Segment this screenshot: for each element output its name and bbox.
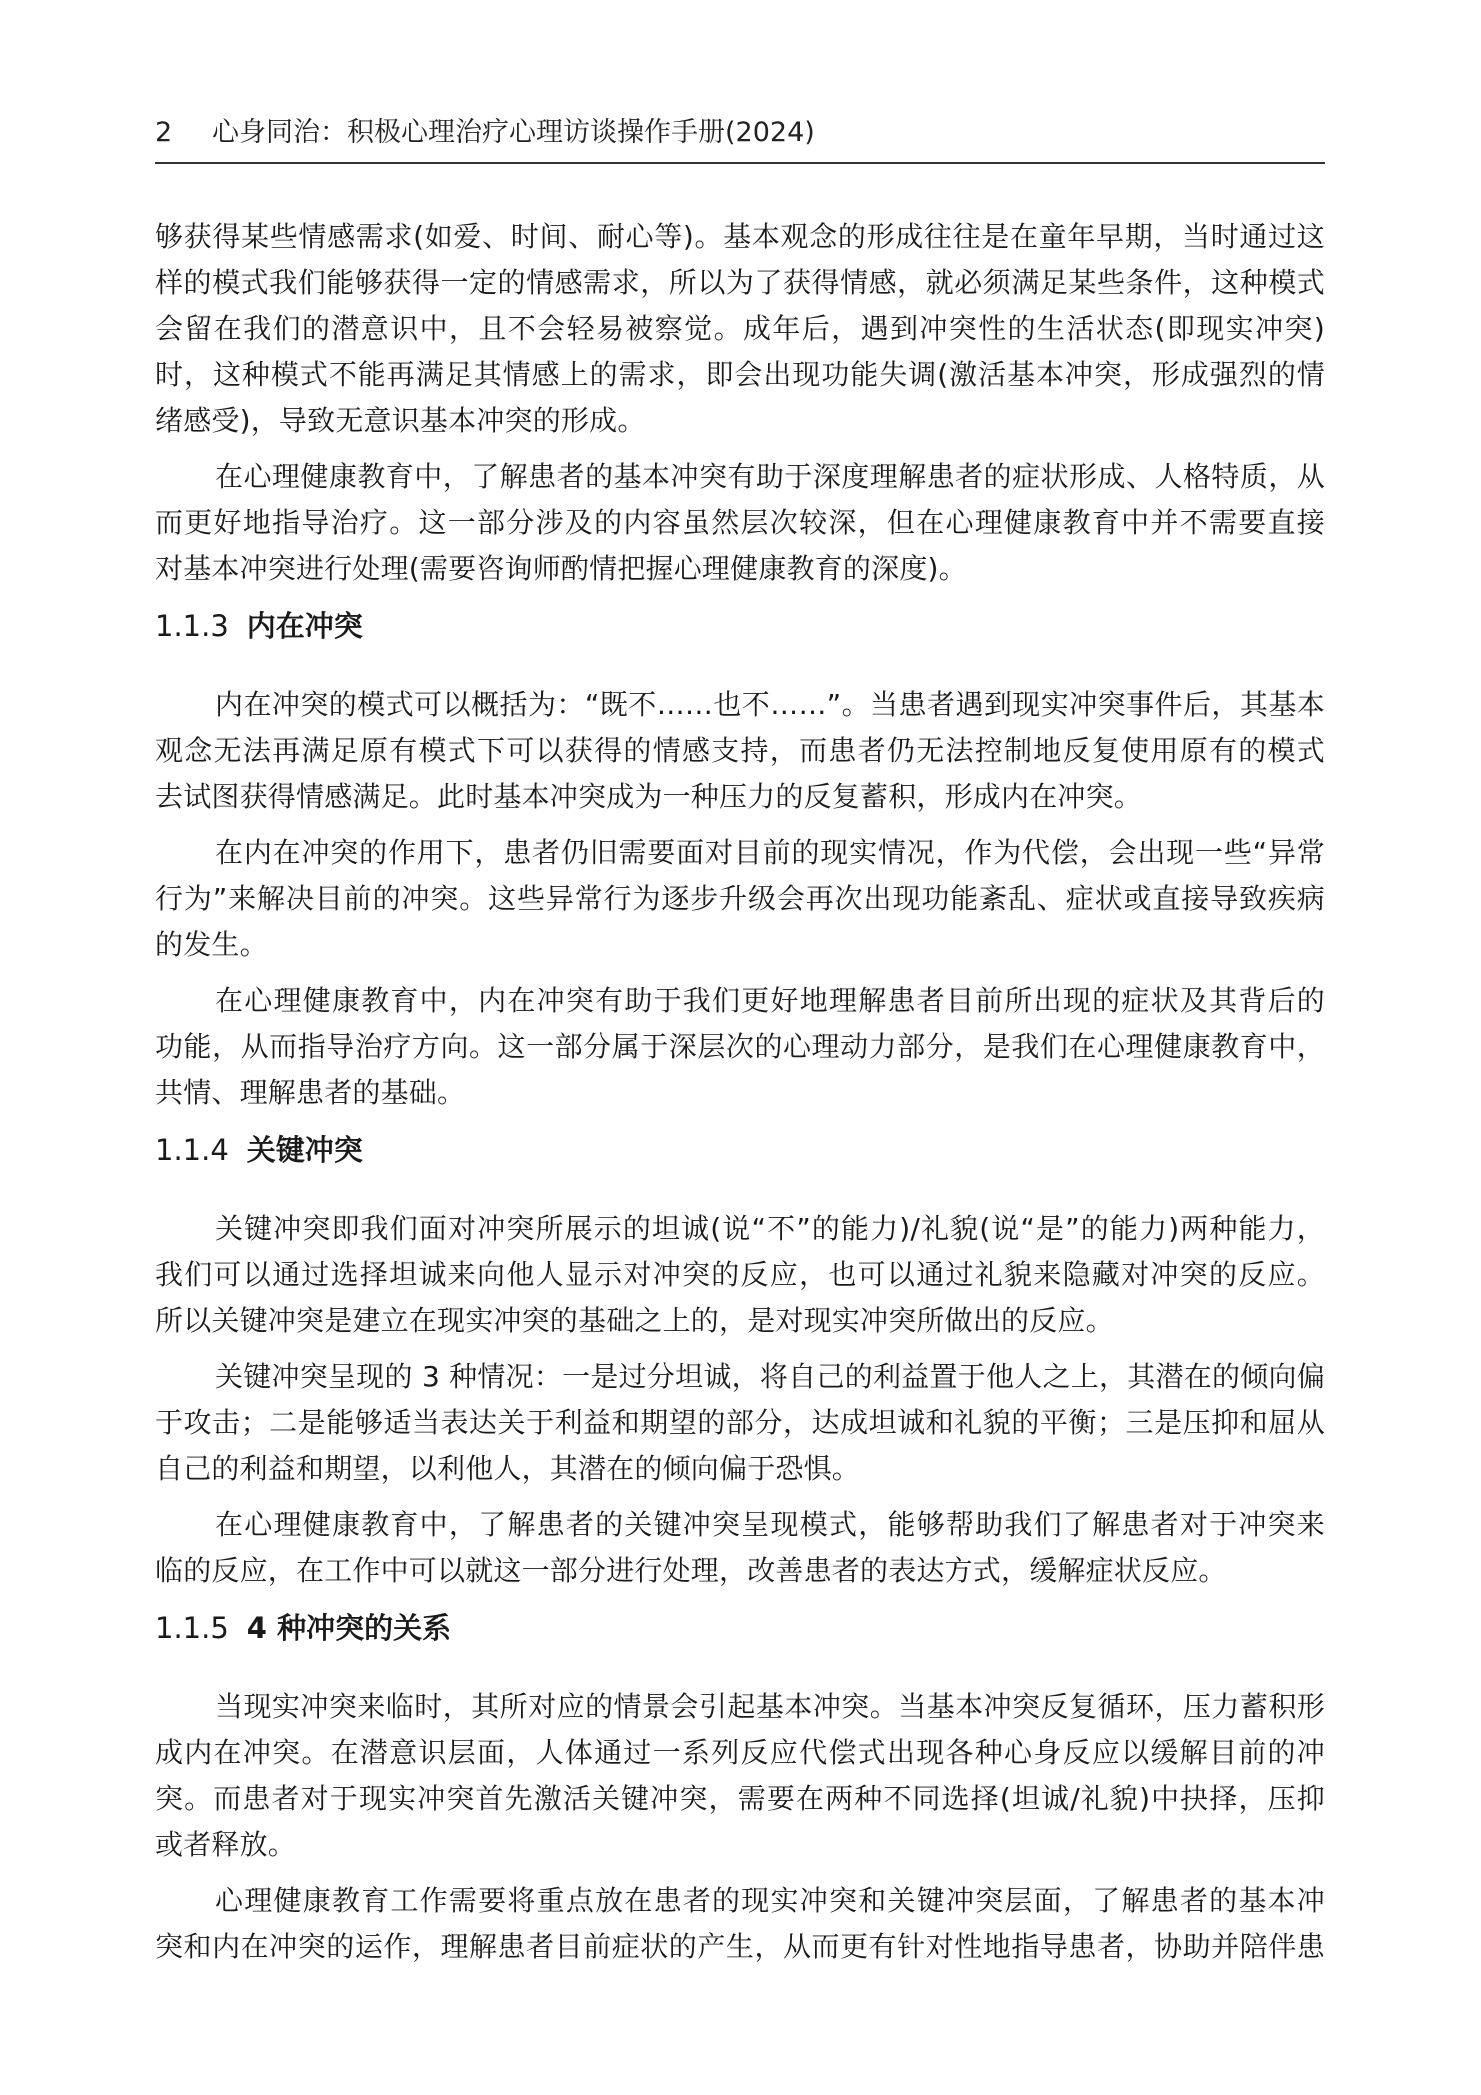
paragraph-line: 突。而患者对于现实冲突首先激活关键冲突，需要在两种不同选择(坦诚/礼貌)中抉择，压抑 <box>155 1782 1325 1815</box>
page-number: 2 <box>155 117 173 148</box>
paragraph-line: 在内在冲突的作用下，患者仍旧需要面对目前的现实情况，作为代偿，会出现一些“异常 <box>215 836 1325 869</box>
section-heading <box>155 606 363 646</box>
paragraph-line: 共情、理解患者的基础。 <box>155 1076 466 1109</box>
paragraph-line: 突和内在冲突的运作，理解患者目前症状的产生，从而更有针对性地指导患者，协助并陪伴患 <box>155 1930 1325 1963</box>
paragraph-line: 在心理健康教育中，了解患者的基本冲突有助于深度理解患者的症状形成、人格特质，从 <box>215 460 1325 493</box>
paragraph-line: 会留在我们的潜意识中，且不会轻易被察觉。成年后，遇到冲突性的生活状态(即现实冲突) <box>155 312 1325 345</box>
paragraph-line: 而更好地指导治疗。这一部分涉及的内容虽然层次较深，但在心理健康教育中并不需要直接 <box>155 506 1325 539</box>
paragraph-line: 关键冲突呈现的 3 种情况：一是过分坦诚，将自己的利益置于他人之上，其潜在的倾向偏 <box>215 1360 1325 1393</box>
running-header-title: 心身同治：积极心理治疗心理访谈操作手册(2024) <box>212 117 815 148</box>
paragraph-line: 心理健康教育工作需要将重点放在患者的现实冲突和关键冲突层面，了解患者的基本冲 <box>215 1884 1325 1917</box>
paragraph-line: 行为”来解决目前的冲突。这些异常行为逐步升级会再次出现功能紊乱、症状或直接导致疾病 <box>155 882 1325 915</box>
paragraph-line: 观念无法再满足原有模式下可以获得的情感支持，而患者仍无法控制地反复使用原有的模式 <box>155 734 1325 767</box>
section-heading <box>155 1130 363 1170</box>
section-title: 内在冲突 <box>246 609 363 643</box>
header-rule <box>155 162 1325 164</box>
paragraph-line: 临的反应，在工作中可以就这一部分进行处理，改善患者的表达方式，缓解症状反应。 <box>155 1554 1227 1587</box>
paragraph-line: 样的模式我们能够获得一定的情感需求，所以为了获得情感，就必须满足某些条件，这种模式 <box>155 266 1325 299</box>
section-number: 1.1.5 <box>155 1611 229 1645</box>
paragraph-line: 成内在冲突。在潜意识层面，人体通过一系列反应代偿式出现各种心身反应以缓解目前的冲 <box>155 1736 1325 1769</box>
paragraph-line: 在心理健康教育中，了解患者的关键冲突呈现模式，能够帮助我们了解患者对于冲突来 <box>215 1508 1325 1541</box>
paragraph-line: 我们可以通过选择坦诚来向他人显示对冲突的反应，也可以通过礼貌来隐藏对冲突的反应。 <box>155 1258 1325 1291</box>
section-heading <box>155 1608 451 1648</box>
paragraph-line: 自己的利益和期望，以利他人，其潜在的倾向偏于恐惧。 <box>155 1452 861 1485</box>
paragraph-line: 在心理健康教育中，内在冲突有助于我们更好地理解患者目前所出现的症状及其背后的 <box>215 984 1325 1017</box>
paragraph-line: 于攻击；二是能够适当表达关于利益和期望的部分，达成坦诚和礼貌的平衡；三是压抑和屈从 <box>155 1406 1325 1439</box>
section-title: 4 种冲突的关系 <box>246 1611 452 1645</box>
section-number: 1.1.3 <box>155 609 229 643</box>
paragraph-line: 时，这种模式不能再满足其情感上的需求，即会出现功能失调(激活基本冲突，形成强烈的情 <box>155 358 1325 391</box>
paragraph-line: 内在冲突的模式可以概括为：“既不……也不……”。当患者遇到现实冲突事件后，其基本 <box>215 688 1325 721</box>
paragraph-line: 对基本冲突进行处理(需要咨询师酌情把握心理健康教育的深度)。 <box>155 552 967 585</box>
section-title: 关键冲突 <box>246 1133 363 1167</box>
paragraph-line: 或者释放。 <box>155 1828 297 1861</box>
paragraph-line: 功能，从而指导治疗方向。这一部分属于深层次的心理动力部分，是我们在心理健康教育中， <box>155 1030 1325 1063</box>
paragraph-line: 关键冲突即我们面对冲突所展示的坦诚(说“不”的能力)/礼貌(说“是”的能力)两种能力， <box>215 1212 1325 1245</box>
paragraph-line: 去试图获得情感满足。此时基本冲突成为一种压力的反复蓄积，形成内在冲突。 <box>155 780 1143 813</box>
paragraph-line: 所以关键冲突是建立在现实冲突的基础之上的，是对现实冲突所做出的反应。 <box>155 1304 1114 1337</box>
paragraph-line: 绪感受)，导致无意识基本冲突的形成。 <box>155 404 646 437</box>
paragraph-line: 当现实冲突来临时，其所对应的情景会引起基本冲突。当基本冲突反复循环，压力蓄积形 <box>215 1690 1325 1723</box>
paragraph-line: 够获得某些情感需求(如爱、时间、耐心等)。基本观念的形成往往是在童年早期，当时通过这 <box>155 220 1325 253</box>
paragraph-line: 的发生。 <box>155 928 268 961</box>
section-number: 1.1.4 <box>155 1133 229 1167</box>
